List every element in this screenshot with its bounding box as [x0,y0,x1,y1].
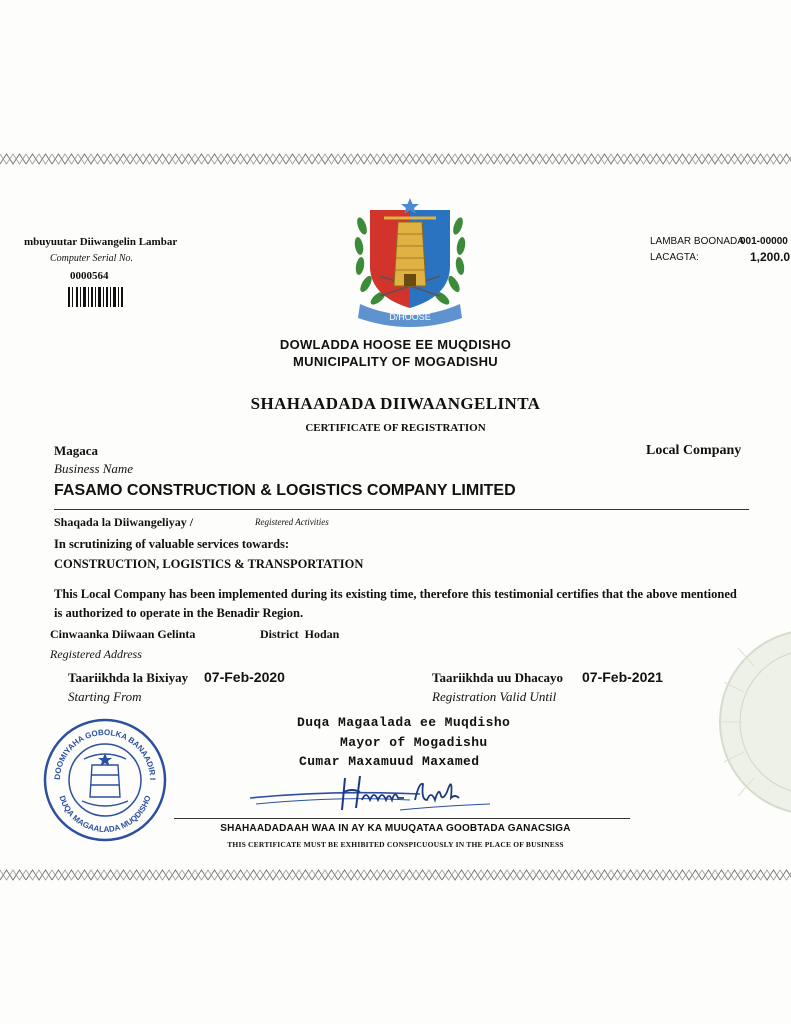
bottom-border-pattern [0,866,791,884]
start-date-label-en: Starting From [68,689,142,704]
authorization-statement: This Local Company has been implemented during its existing time, therefore this testimonial certifies that the above mentioned is authorized to operate in the Benadir Region. [54,587,737,620]
gold-foil-seal [712,622,791,827]
serial-number: 0000564 [70,270,109,282]
serial-label-so: mbuyuutar Diiwangelin Lambar [24,236,178,248]
address-value: District Hodan [260,627,340,641]
lacagta-label: LACAGTA: [650,252,699,263]
footer-line-en: THIS CERTIFICATE MUST BE EXHIBITED CONSPICUOUSLY IN THE PLACE OF BUSINESS [227,840,564,849]
mayor-line1: Duqa Magaalada ee Muqdisho [297,715,511,730]
activities-label-so: Shaqada la Diiwangeliyay / [54,515,194,529]
header-line2: MUNICIPALITY OF MOGADISHU [293,354,498,369]
business-divider [54,509,749,510]
business-name: FASAMO CONSTRUCTION & LOGISTICS COMPANY LIMITED [54,482,516,499]
footer-divider [174,818,630,819]
start-date-value: 07-Feb-2020 [204,669,285,685]
emblem-ribbon-text: D/HOOSE [389,312,431,322]
end-date-value: 07-Feb-2021 [582,669,663,685]
activities-line1: In scrutinizing of valuable services towards: [54,537,290,551]
seal-bottom-text: DUQA MAGAALADA MUQDISHO [57,794,153,835]
start-date-label-so: Taariikhda la Bixiyay [68,670,189,685]
mayor-signature [250,770,500,825]
business-label-en: Business Name [54,461,134,476]
top-border-pattern [0,150,791,168]
barcode [68,287,124,312]
seal-top-text: DOOMIYAHA GOBOLKA BANAADIR I [52,727,158,781]
address-label-so: Cinwaanka Diiwaan Gelinta [50,627,196,641]
header-line1: DOWLADDA HOOSE EE MUQDISHO [279,337,512,352]
lambar-value: 001-00000 [740,236,788,247]
end-date-label-so: Taariikhda uu Dhacayo [432,670,564,685]
serial-label-en: Computer Serial No. [50,253,134,264]
mayor-line2: Mayor of Mogadishu [340,735,488,750]
address-label-en: Registered Address [50,647,142,661]
municipality-emblem [350,196,470,335]
business-label-so: Magaca [54,443,99,458]
certificate-title-so: SHAHAADADA DIIWAANGELINTA [250,394,541,413]
activities-line2: CONSTRUCTION, LOGISTICS & TRANSPORTATION [54,557,364,571]
mayor-name: Cumar Maxamuud Maxamed [299,754,480,769]
end-date-label-en: Registration Valid Until [432,689,557,704]
lambar-label: LAMBAR BOONADA [650,236,744,247]
lacagta-value: 1,200.0 [750,250,791,264]
activities-label-en: Registered Activities [255,517,329,527]
certificate-title-en: CERTIFICATE OF REGISTRATION [305,422,486,434]
business-type: Local Company [646,443,742,458]
footer-line-so: SHAHAADADAAH WAA IN AY KA MUUQATAA GOOBTADA GANACSIGA [220,823,571,834]
